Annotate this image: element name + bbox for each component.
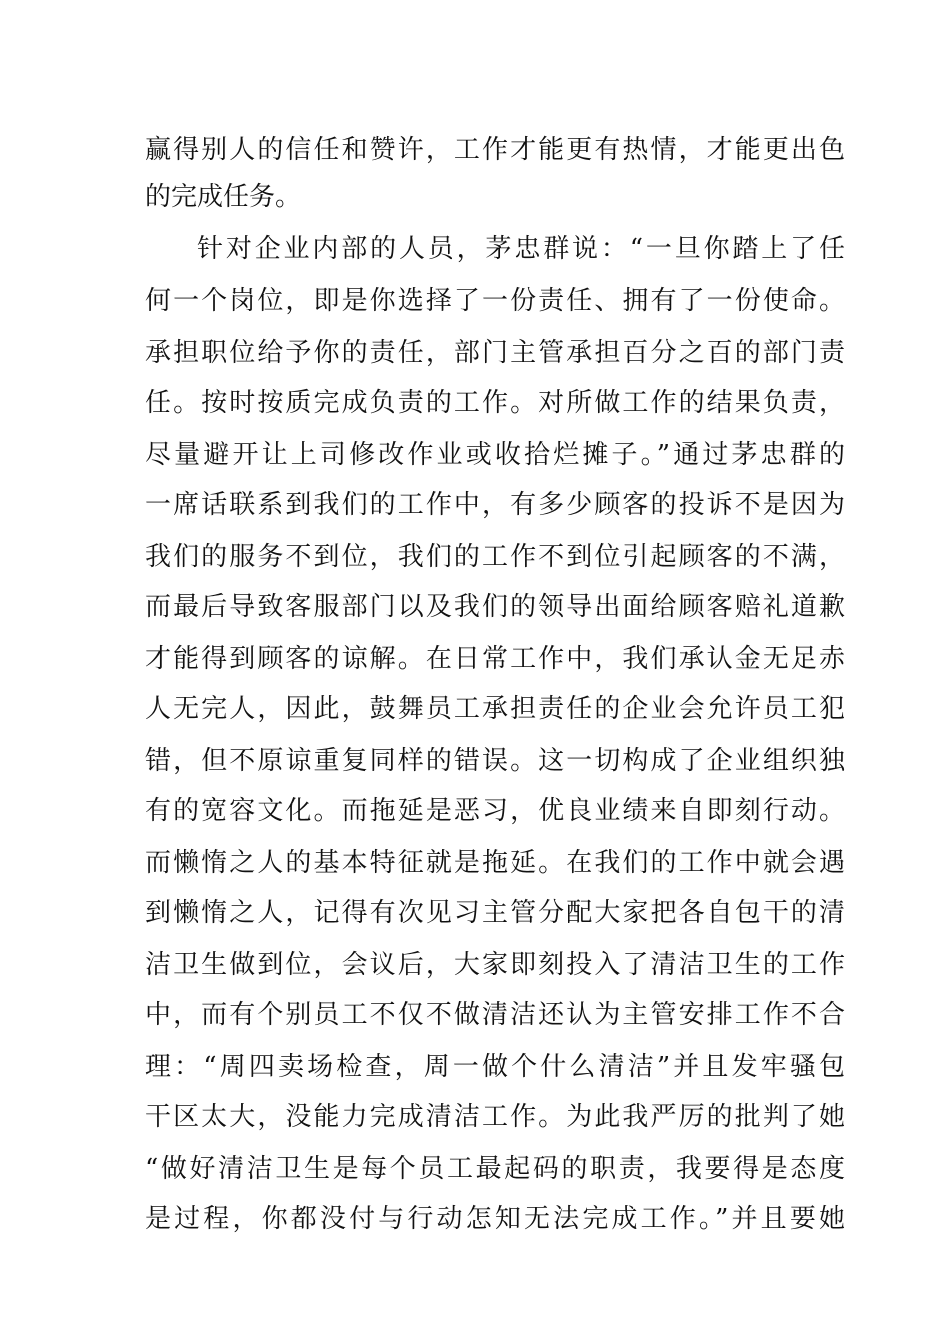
text-line-9: 我们的服务不到位，我们的工作不到位引起顾客的不满， <box>145 542 845 572</box>
text-line-14: 有的宽容文化。而拖延是恶习，优良业绩来自即刻行动。 <box>145 796 845 826</box>
text-line-5: 承担职位给予你的责任，部门主管承担百分之百的部门责 <box>145 338 845 368</box>
text-line-10: 而最后导致客服部门以及我们的领导出面给顾客赔礼道歉 <box>145 592 845 622</box>
text-line-6: 任。按时按质完成负责的工作。对所做工作的结果负责， <box>145 388 845 418</box>
text-line-22: 是过程，你都没付与行动怎知无法完成工作。”并且要她 <box>145 1204 845 1234</box>
text-line-13: 错，但不原谅重复同样的错误。这一切构成了企业组织独 <box>145 746 845 776</box>
text-line-15: 而懒惰之人的基本特征就是拖延。在我们的工作中就会遇 <box>145 848 845 878</box>
text-line-20: 干区太大，没能力完成清洁工作。为此我严厉的批判了她 <box>145 1102 845 1132</box>
text-line-3: 针对企业内部的人员，茅忠群说：“一旦你踏上了任 <box>197 234 845 264</box>
text-line-7: 尽量避开让上司修改作业或收拾烂摊子。”通过茅忠群的 <box>145 440 845 470</box>
text-line-17: 洁卫生做到位，会议后，大家即刻投入了清洁卫生的工作 <box>145 950 845 980</box>
text-line-19: 理：“周四卖场检查，周一做个什么清洁”并且发牢骚包 <box>145 1052 845 1082</box>
text-line-16: 到懒惰之人，记得有次见习主管分配大家把各自包干的清 <box>145 898 845 928</box>
text-line-8: 一席话联系到我们的工作中，有多少顾客的投诉不是因为 <box>145 490 845 520</box>
text-line-11: 才能得到顾客的谅解。在日常工作中，我们承认金无足赤 <box>145 644 845 674</box>
text-line-1: 赢得别人的信任和赞许，工作才能更有热情，才能更出色 <box>145 135 845 165</box>
text-line-4: 何一个岗位，即是你选择了一份责任、拥有了一份使命。 <box>145 286 845 316</box>
text-line-12: 人无完人，因此，鼓舞员工承担责任的企业会允许员工犯 <box>145 694 845 724</box>
text-line-2: 的完成任务。 <box>145 182 302 212</box>
text-line-21: “做好清洁卫生是每个员工最起码的职责，我要得是态度 <box>145 1154 845 1184</box>
text-line-18: 中，而有个别员工不仅不做清洁还认为主管安排工作不合 <box>145 1000 845 1030</box>
